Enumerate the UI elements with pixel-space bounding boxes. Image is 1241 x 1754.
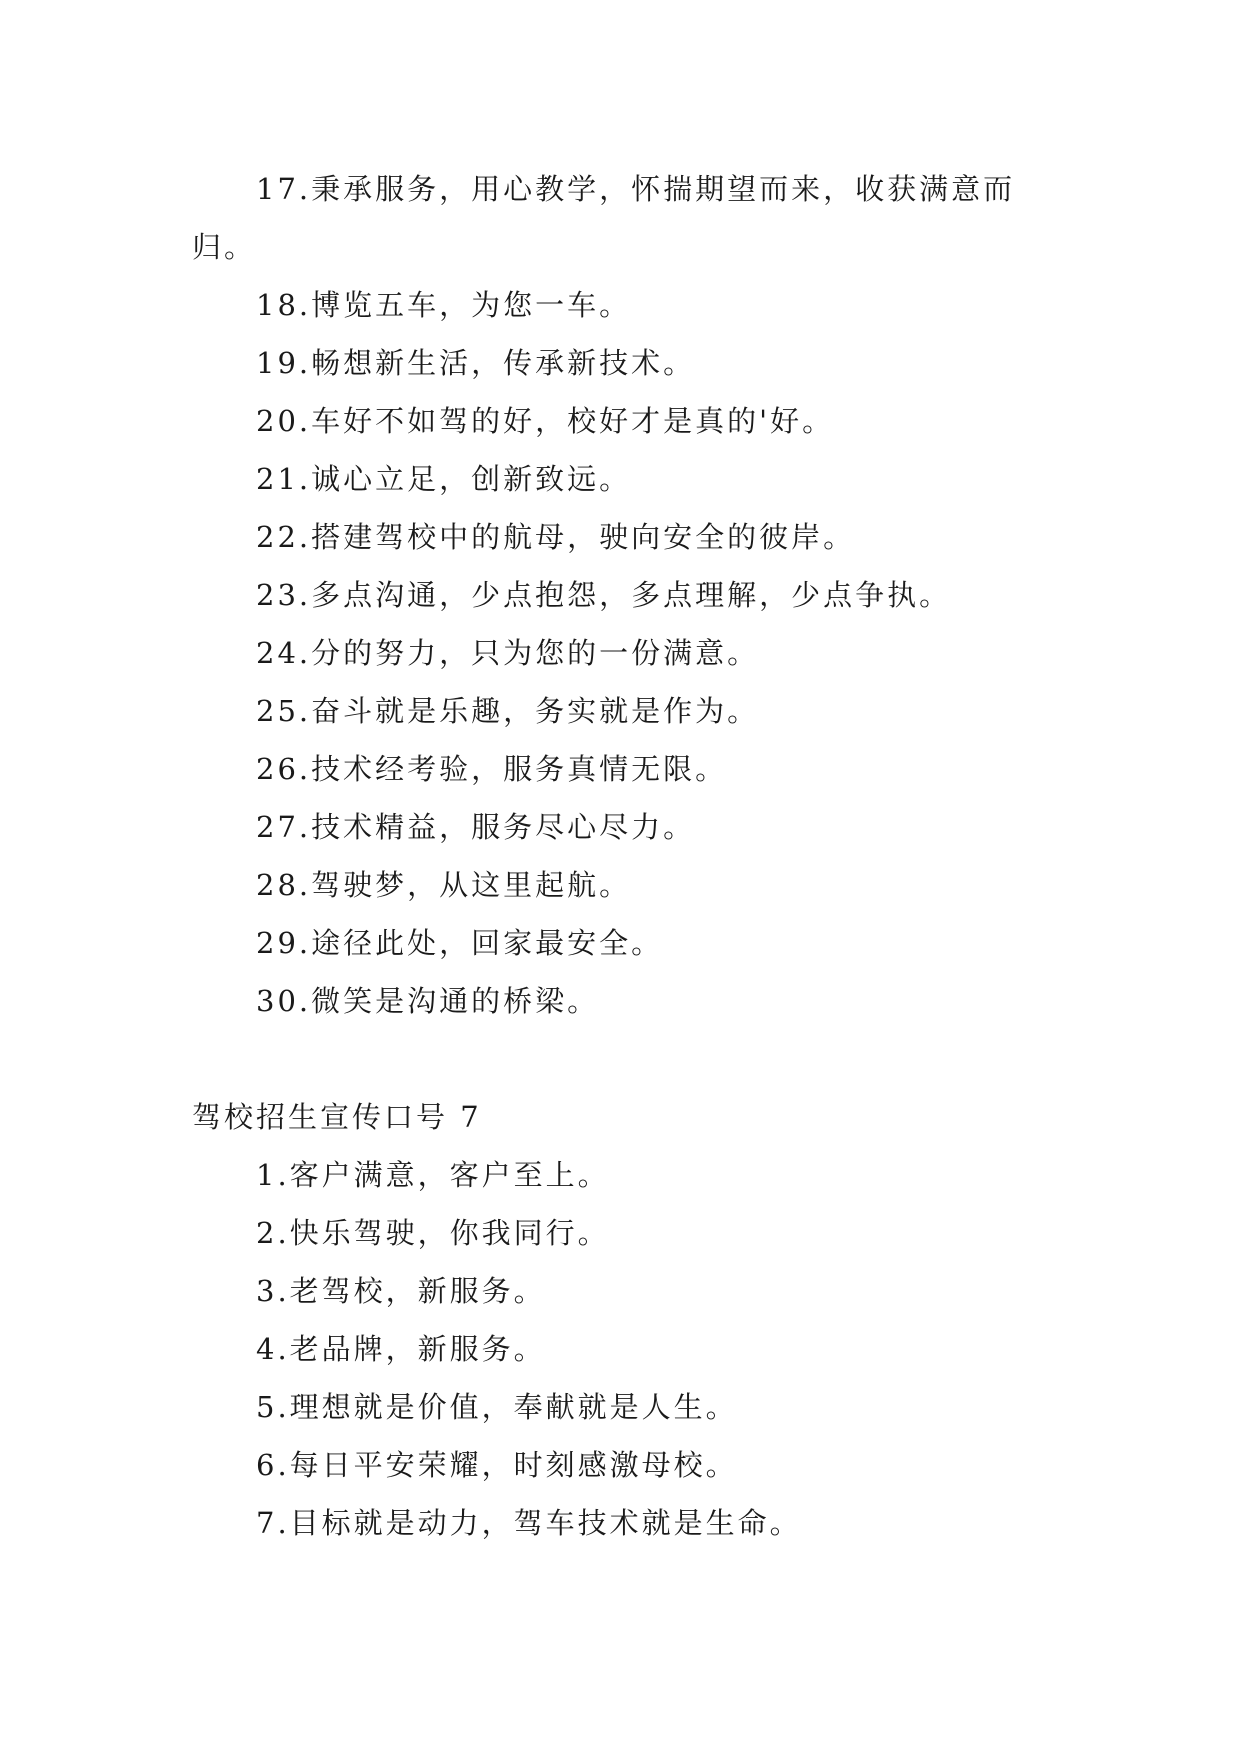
slogan-item-17: 17.秉承服务，用心教学，怀揣期望而来，收获满意而归。 <box>192 172 1016 264</box>
slogan-item: 7.目标就是动力，驾车技术就是生命。 <box>256 1506 802 1540</box>
slogan-item: 22.搭建驾校中的航母，驶向安全的彼岸。 <box>256 520 856 554</box>
slogan-list-b <box>192 1146 1052 1552</box>
slogan-item: 1.客户满意，客户至上。 <box>256 1158 610 1192</box>
slogan-item: 18.博览五车，为您一车。 <box>256 288 632 322</box>
slogan-item: 28.驾驶梦，从这里起航。 <box>256 868 632 902</box>
slogan-item: 30.微笑是沟通的桥梁。 <box>256 984 600 1018</box>
slogan-item: 5.理想就是价值，奉献就是人生。 <box>256 1390 738 1424</box>
document-body <box>192 160 1052 1552</box>
slogan-item: 4.老品牌，新服务。 <box>256 1332 546 1366</box>
slogan-item: 19.畅想新生活，传承新技术。 <box>256 346 696 380</box>
section-heading: 驾校招生宣传口号 7 <box>192 1100 482 1134</box>
slogan-item: 29.途径此处，回家最安全。 <box>256 926 664 960</box>
slogan-list-a <box>192 276 1052 1030</box>
slogan-item: 2.快乐驾驶，你我同行。 <box>256 1216 610 1250</box>
slogan-item: 23.多点沟通，少点抱怨，多点理解，少点争执。 <box>256 578 952 612</box>
slogan-item: 25.奋斗就是乐趣，务实就是作为。 <box>256 694 760 728</box>
slogan-item: 27.技术精益，服务尽心尽力。 <box>256 810 696 844</box>
slogan-item: 21.诚心立足，创新致远。 <box>256 462 632 496</box>
slogan-item: 20.车好不如驾的好，校好才是真的'好。 <box>256 404 835 438</box>
slogan-item: 6.每日平安荣耀，时刻感激母校。 <box>256 1448 738 1482</box>
slogan-item: 3.老驾校，新服务。 <box>256 1274 546 1308</box>
slogan-item: 24.分的努力，只为您的一份满意。 <box>256 636 760 670</box>
slogan-item: 26.技术经考验，服务真情无限。 <box>256 752 728 786</box>
section-spacer <box>192 1030 1052 1088</box>
